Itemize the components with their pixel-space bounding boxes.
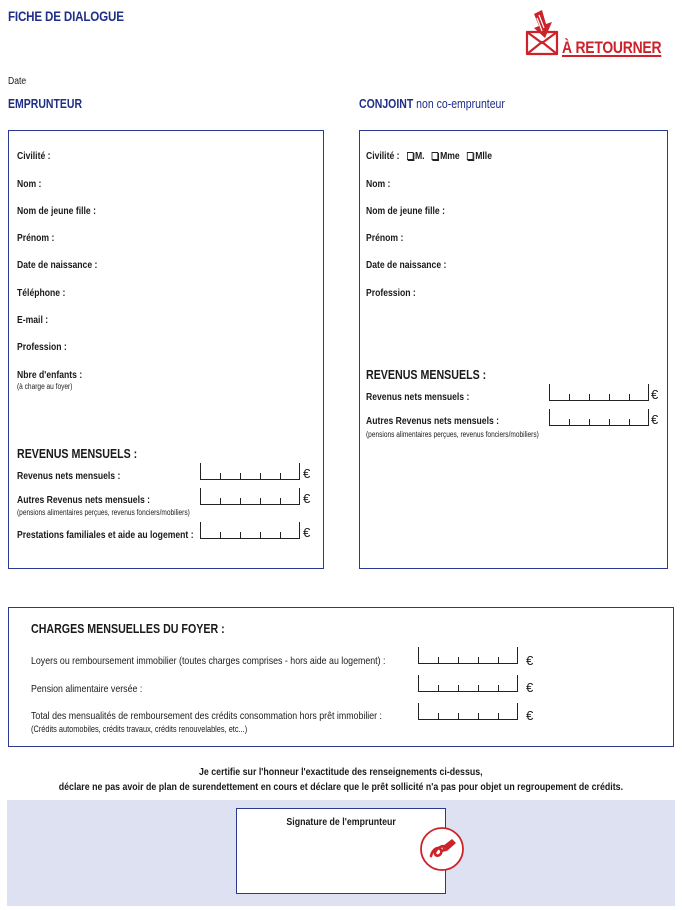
conjoint-nom-label: Nom : bbox=[366, 178, 391, 190]
enfants-label: Nbre d'enfants : bbox=[17, 369, 83, 381]
certification-line-2: déclare ne pas avoir de plan de surendettement en cours et déclare que le prêt sollicité n'a pas pour objet un regroupement de crédits. bbox=[58, 781, 624, 793]
return-label: À RETOURNER bbox=[562, 38, 662, 57]
autres-revenus-note: (pensions alimentaires perçues, revenus fonciers/mobiliers) bbox=[17, 508, 190, 517]
revenus-nets-input[interactable] bbox=[200, 463, 300, 480]
signature-label: Signature de l'emprunteur bbox=[286, 816, 396, 828]
signature-box[interactable] bbox=[236, 808, 446, 894]
date-naissance-label: Date de naissance : bbox=[17, 259, 98, 271]
euro-sign: € bbox=[303, 525, 311, 540]
page-title: FICHE DE DIALOGUE bbox=[8, 9, 124, 24]
checkbox-m[interactable] bbox=[407, 152, 414, 160]
prestations-label: Prestations familiales et aide au logement : bbox=[17, 529, 194, 541]
date-label: Date bbox=[8, 76, 27, 87]
conjoint-autres-revenus-note: (pensions alimentaires perçues, revenus fonciers/mobiliers) bbox=[366, 430, 539, 439]
certification-line-1: Je certifie sur l'honneur l'exactitude des renseignements ci-dessus, bbox=[199, 766, 483, 778]
checkbox-mme[interactable] bbox=[432, 152, 439, 160]
profession-label: Profession : bbox=[17, 341, 67, 353]
euro-sign: € bbox=[303, 466, 311, 481]
conjoint-revenus-nets-label: Revenus nets mensuels : bbox=[366, 391, 470, 403]
nom-jeune-fille-label: Nom de jeune fille : bbox=[17, 205, 96, 217]
civilite-label: Civilité : bbox=[17, 150, 51, 162]
pension-label: Pension alimentaire versée : bbox=[31, 683, 143, 695]
credits-label: Total des mensualités de remboursement des crédits consommation hors prêt immobilier : bbox=[31, 710, 383, 722]
conjoint-prenom-label: Prénom : bbox=[366, 232, 404, 244]
euro-sign: € bbox=[526, 653, 534, 668]
revenus-nets-label: Revenus nets mensuels : bbox=[17, 470, 121, 482]
prenom-label: Prénom : bbox=[17, 232, 55, 244]
checkbox-mlle[interactable] bbox=[467, 152, 474, 160]
autres-revenus-input[interactable] bbox=[200, 488, 300, 505]
conjoint-autres-revenus-input[interactable] bbox=[549, 409, 649, 426]
conjoint-autres-revenus-label: Autres Revenus nets mensuels : bbox=[366, 415, 500, 427]
autres-revenus-label: Autres Revenus nets mensuels : bbox=[17, 494, 151, 506]
enfants-note: (à charge au foyer) bbox=[17, 382, 73, 391]
euro-sign: € bbox=[651, 387, 659, 402]
signature-pen-icon bbox=[419, 826, 465, 872]
revenus-title: REVENUS MENSUELS : bbox=[17, 446, 138, 461]
conjoint-box bbox=[359, 130, 668, 569]
emprunteur-title: EMPRUNTEUR bbox=[8, 97, 83, 111]
loyers-input[interactable] bbox=[418, 647, 518, 664]
credits-note: (Crédits automobiles, crédits travaux, crédits renouvelables, etc...) bbox=[31, 724, 248, 734]
conjoint-revenus-title: REVENUS MENSUELS : bbox=[366, 367, 487, 382]
email-label: E-mail : bbox=[17, 314, 49, 326]
euro-sign: € bbox=[303, 491, 311, 506]
nom-label: Nom : bbox=[17, 178, 42, 190]
loyers-label: Loyers ou remboursement immobilier (toutes charges comprises - hors aide au logement) : bbox=[31, 655, 386, 667]
charges-title: CHARGES MENSUELLES DU FOYER : bbox=[31, 621, 225, 636]
conjoint-title: CONJOINT non co-emprunteur bbox=[359, 97, 505, 111]
credits-input[interactable] bbox=[418, 703, 518, 720]
conjoint-profession-label: Profession : bbox=[366, 287, 416, 299]
euro-sign: € bbox=[651, 412, 659, 427]
pension-input[interactable] bbox=[418, 675, 518, 692]
conjoint-revenus-nets-input[interactable] bbox=[549, 384, 649, 401]
prestations-input[interactable] bbox=[200, 522, 300, 539]
euro-sign: € bbox=[526, 680, 534, 695]
telephone-label: Téléphone : bbox=[17, 287, 66, 299]
euro-sign: € bbox=[526, 708, 534, 723]
conjoint-nom-jeune-fille-label: Nom de jeune fille : bbox=[366, 205, 445, 217]
conjoint-date-naissance-label: Date de naissance : bbox=[366, 259, 447, 271]
conjoint-civilite: Civilité : M. Mme Mlle bbox=[366, 150, 492, 162]
